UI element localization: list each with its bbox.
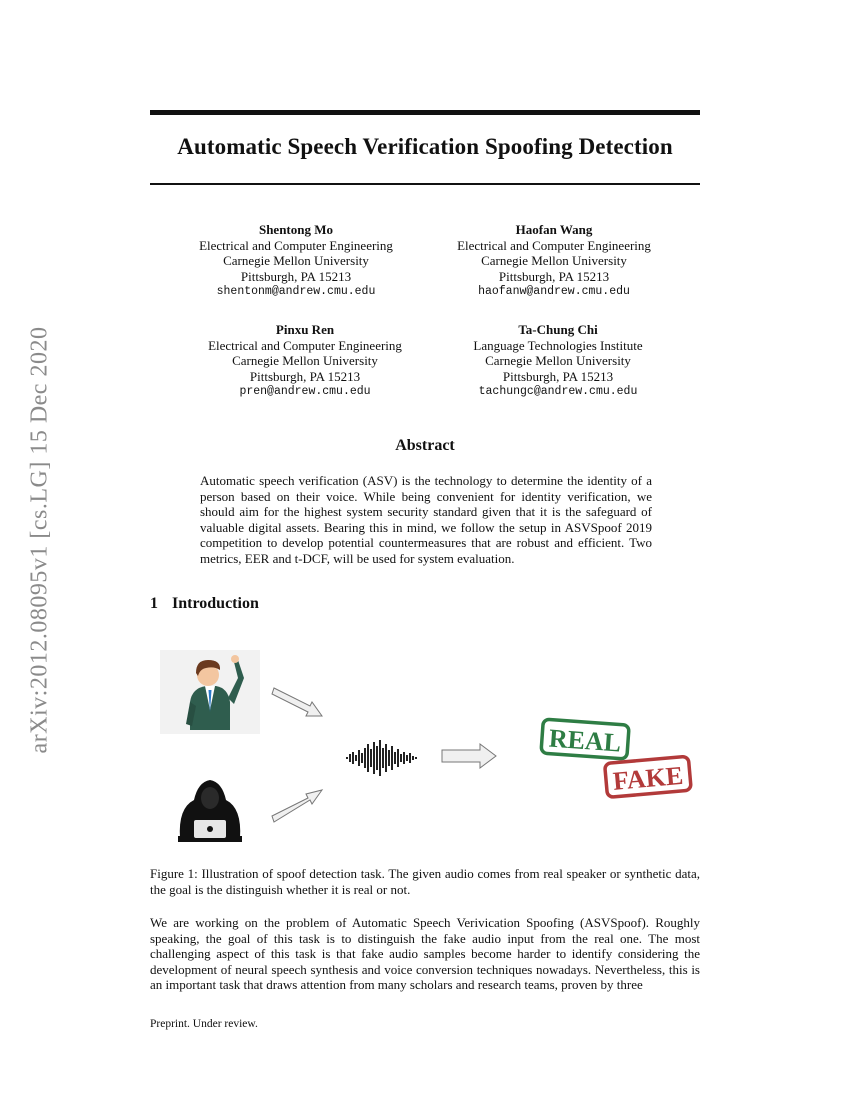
title-bottom-rule bbox=[150, 183, 700, 185]
author-name: Haofan Wang bbox=[515, 222, 593, 237]
section-number: 1 bbox=[150, 595, 158, 612]
author-location: Pittsburgh, PA 15213 bbox=[502, 368, 614, 384]
waveform-icon bbox=[346, 740, 416, 776]
fake-stamp-label: FAKE bbox=[611, 760, 685, 796]
author-location: Pittsburgh, PA 15213 bbox=[249, 368, 361, 384]
author-location: Pittsburgh, PA 15213 bbox=[498, 268, 610, 284]
author-university: Carnegie Mellon University bbox=[232, 353, 378, 368]
author-name: Pinxu Ren bbox=[275, 322, 335, 337]
abstract-heading: Abstract bbox=[395, 437, 455, 454]
author-block-3 bbox=[175, 322, 435, 400]
author-email: pren@andrew.cmu.edu bbox=[239, 385, 371, 398]
author-affiliation: Electrical and Computer Engineering bbox=[208, 337, 402, 353]
real-stamp-label: REAL bbox=[547, 723, 623, 758]
abstract-text: Automatic speech verification (ASV) is the technology to determine the identity of a person based on their voice. While being convenient for identity verification, we should aim for the highest system security standard given that it is the safeguard of valuable digital assets. Bearing this in mind, we follow the setup in ASVSpoof 2019 competition to develop potential countermeasures that are robust and efficient. Two metrics, EER and t-DCF, will be used for system evaluation. bbox=[200, 473, 652, 566]
author-location: Pittsburgh, PA 15213 bbox=[240, 268, 352, 284]
page-footer: Preprint. Under review. bbox=[150, 1018, 258, 1030]
arxiv-identifier: arXiv:2012.08095v1 [cs.LG] 15 Dec 2020 bbox=[26, 326, 53, 754]
section-title: Introduction bbox=[172, 595, 259, 612]
arrow-right-icon bbox=[272, 790, 322, 822]
author-name: Shentong Mo bbox=[258, 222, 334, 237]
author-affiliation: Electrical and Computer Engineering bbox=[457, 237, 651, 253]
author-university: Carnegie Mellon University bbox=[481, 253, 627, 268]
author-affiliation: Language Technologies Institute bbox=[473, 337, 643, 353]
paper-title: Automatic Speech Verification Spoofing Detection bbox=[177, 134, 673, 159]
author-university: Carnegie Mellon University bbox=[223, 253, 369, 268]
intro-paragraph: We are working on the problem of Automatic Speech Verivication Spoofing (ASVSpoof). Roughly speaking, the goal of this task is to distinguish the fake audio input from the real one. The most challenging aspect of this task is that fake audio samples become harder to identify considering the development of neural speech synthesis and voice conversion techniques nowadays. Nevertheless, this is an important task that draws attention from many scholars and research teams, proven by three bbox=[150, 915, 700, 992]
arrow-right-icon bbox=[442, 744, 496, 768]
author-block-4 bbox=[428, 322, 688, 400]
fake-stamp bbox=[605, 756, 692, 797]
author-block-2 bbox=[424, 222, 684, 300]
author-university: Carnegie Mellon University bbox=[485, 353, 631, 368]
arrow-right-icon bbox=[272, 688, 322, 716]
section-heading bbox=[150, 595, 259, 613]
author-email: shentonm@andrew.cmu.edu bbox=[216, 285, 376, 298]
author-email: haofanw@andrew.cmu.edu bbox=[478, 285, 630, 298]
figure-illustration bbox=[150, 640, 710, 855]
figure-caption: Figure 1: Illustration of spoof detection task. The given audio comes from real speaker or synthetic data, the goal is the distinguish whether it is real or not. bbox=[150, 866, 700, 897]
title-top-rule bbox=[150, 110, 700, 115]
hacker-icon bbox=[178, 780, 242, 842]
author-affiliation: Electrical and Computer Engineering bbox=[199, 237, 393, 253]
author-block-1 bbox=[166, 222, 426, 300]
author-email: tachungc@andrew.cmu.edu bbox=[478, 385, 638, 398]
author-name: Ta-Chung Chi bbox=[518, 322, 598, 337]
real-speaker-icon bbox=[160, 650, 260, 734]
real-stamp bbox=[541, 719, 629, 759]
